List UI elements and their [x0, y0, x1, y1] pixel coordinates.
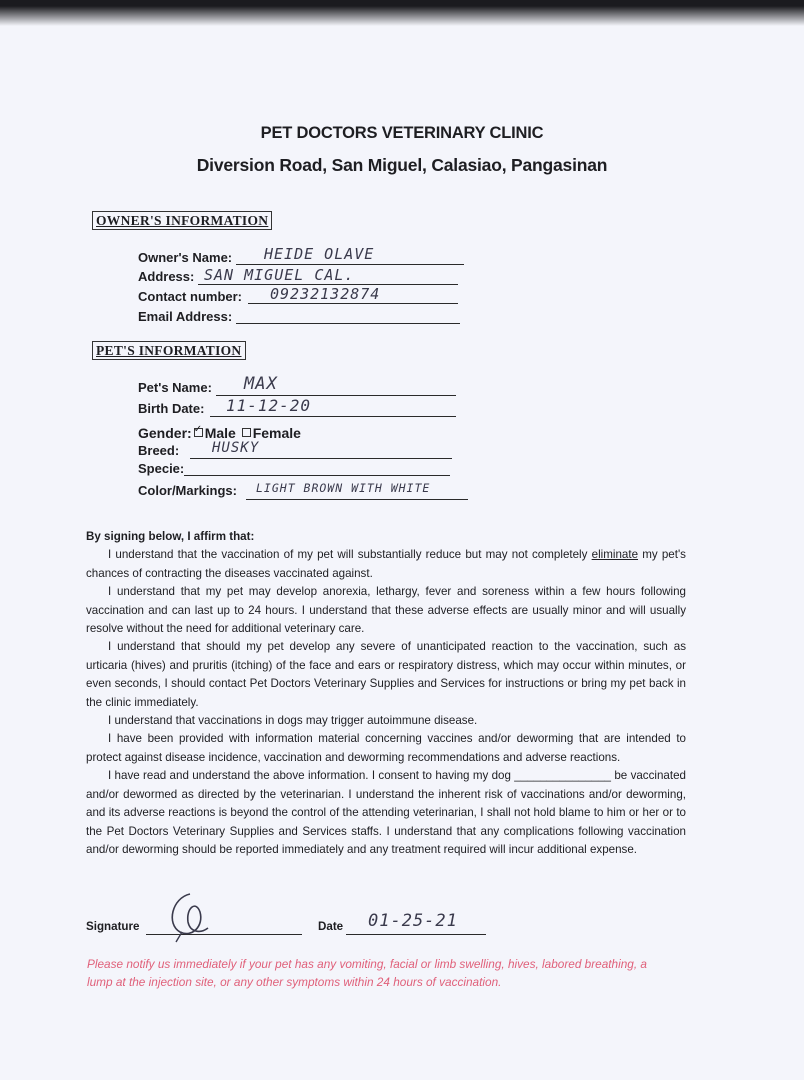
eliminate-underlined: eliminate [591, 548, 639, 562]
male-option: Male [204, 425, 236, 441]
vaccination-notice: Please notify us immediately if your pet has any vomiting, facial or limb swelling, hives, labored breathing, a lump at the injection site, or any other symptoms within 24 hours of vaccination. [87, 957, 647, 989]
consent-lead: By signing below, I affirm that: [86, 530, 255, 543]
contact-value[interactable]: 09232132874 [270, 285, 381, 303]
birth-date-label: Birth Date: [138, 401, 205, 416]
consent-paragraph-5: I have been provided with information material concerning vaccines and/or deworming that are intended to protect against disease incidence, vaccination and deworming recommendations and adverse reactions. [86, 732, 686, 764]
date-line [346, 934, 486, 935]
email-label: Email Address: [138, 309, 233, 324]
color-value[interactable]: LIGHT BROWN WITH WHITE [256, 481, 431, 495]
consent-paragraph-2: I understand that my pet may develop anorexia, lethargy, fever and soreness within a few hours following vaccination and can last up to 24 hours. I understand that these adverse effects are usually minor and will usually resolve without the need for additional veterinary care. [86, 585, 686, 636]
pet-name-label: Pet's Name: [138, 380, 212, 395]
address-value[interactable]: SAN MIGUEL CAL. [204, 266, 355, 284]
birth-date-line [210, 416, 456, 417]
signature-scribble[interactable] [160, 888, 220, 944]
email-line [236, 323, 460, 324]
consent-paragraph-6: I have read and understand the above information. I consent to having my dog _______________ be vaccinated and/or dewormed as directed by the veterinarian. I understand the inherent risk of vaccinations and/or deworming, and its adverse reactions is beyond the control of the attending veterinarian, I shall not hold blame to him or her or to the Pet Doctors Veterinary Supplies and Services staffs. I understand that any complications following vaccination and/or deworming should be reported immediately and any treatment required will incur additional expense. [86, 769, 686, 856]
color-line [246, 499, 468, 500]
consent-paragraph-1: I understand that the vaccination of my pet will substantially reduce but may not completely eliminate my pet's chances of contracting the diseases vaccinated against. [86, 548, 686, 580]
date-value[interactable]: 01-25-21 [368, 911, 458, 931]
female-option: Female [252, 425, 301, 441]
clinic-name: PET DOCTORS VETERINARY CLINIC [260, 124, 544, 142]
contact-label: Contact number: [138, 289, 242, 304]
clinic-address: Diversion Road, San Miguel, Calasiao, Pangasinan [196, 155, 608, 175]
gender-label: Gender: [138, 425, 192, 441]
owner-name-value[interactable]: HEIDE OLAVE [264, 245, 375, 263]
specie-label: Specie: [138, 461, 185, 476]
pet-section-heading: PET'S INFORMATION [92, 341, 246, 360]
breed-value[interactable]: HUSKY [212, 440, 260, 456]
breed-label: Breed: [138, 443, 180, 458]
consent-text [86, 528, 686, 859]
color-label: Color/Markings: [138, 483, 237, 498]
consent-paragraph-3: I understand that should my pet develop any severe of unanticipated reaction to the vaccination, such as urticaria (hives) and pruritis (itching) of the face and ears or respiratory distress, which may occur within minutes, or even seconds, I should contact Pet Doctors Veterinary Supplies and Services for instructions or bring my pet back in the clinic immediately. [86, 640, 686, 709]
consent-paragraph-4: I understand that vaccinations in dogs may trigger autoimmune disease. [108, 714, 478, 728]
female-checkbox[interactable] [242, 428, 251, 437]
address-label: Address: [138, 269, 195, 284]
birth-date-value[interactable]: 11-12-20 [226, 396, 312, 415]
male-checkbox[interactable]: ✓ [193, 424, 203, 435]
owner-name-label: Owner's Name: [138, 250, 233, 265]
date-label: Date [318, 920, 344, 933]
owner-section-heading: OWNER'S INFORMATION [92, 211, 272, 230]
signature-label: Signature [86, 920, 140, 933]
specie-line [184, 475, 450, 476]
breed-line [190, 458, 452, 459]
contact-line [248, 303, 458, 304]
pet-name-value[interactable]: MAX [244, 374, 278, 394]
gender-row [138, 425, 301, 441]
